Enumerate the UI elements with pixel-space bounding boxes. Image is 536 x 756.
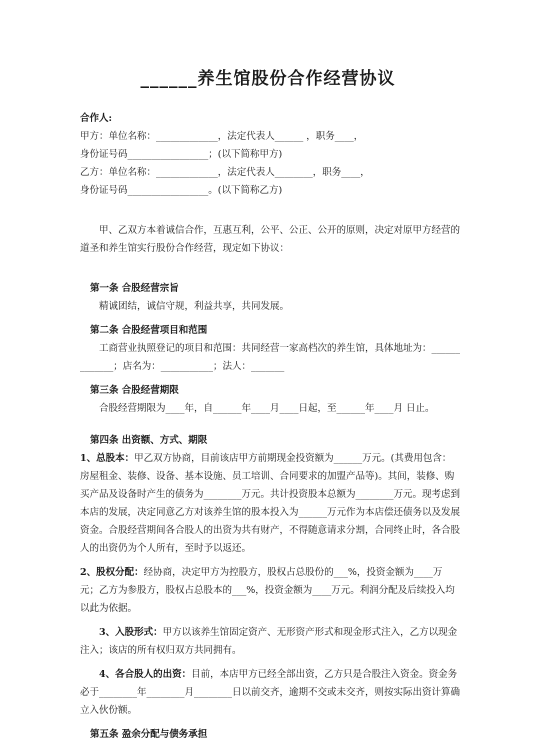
- article-4-clause-4: [80, 666, 460, 720]
- party-b-line-1: 乙方：单位名称：_____________，法定代表人________，职务____，: [80, 167, 370, 178]
- clause-1-label: 1、总股本：: [80, 453, 135, 464]
- clause-4-label: 4、各合股人的出资：: [99, 669, 192, 680]
- article-4-clause-3: [80, 624, 460, 660]
- clause-3-text: 甲方以该养生馆固定资产、无形资产形式和现金形式注入，乙方以现金注入；该店的所有权归双方共同拥有。: [80, 627, 458, 656]
- article-3-heading: 第三条 合股经营期限: [90, 385, 179, 396]
- article-2-text: 工商营业执照登记的项目和范围：共同经营一家高档次的养生馆，具体地址为：_____________；店名为：___________；法人：_______: [80, 343, 461, 372]
- document-title: ______养生馆股份合作经营协议: [140, 69, 396, 89]
- clause-2-label: 2、股权分配：: [80, 567, 144, 578]
- clause-4-text: 目前，本店甲方已经全部出资，乙方只是合股注入资金。资金务必于________年________月________日以前交齐，逾期不交或未交齐，则按实际出资计算确立入伙份额。: [80, 669, 461, 716]
- article-4-heading: 第四条 出资额、方式、期限: [90, 435, 208, 446]
- article-1-text: 精诚团结，诚信守规，利益共享，共同发展。: [99, 301, 290, 312]
- party-a-line-1: 甲方：单位名称：_____________，法定代表人______ ，职务____，: [80, 131, 364, 142]
- clause-2-text: 经协商，决定甲方为控股方，股权占总股份的___%，投资金额为____万元；乙方为参股方，股权占总股本的___%，投资金额为____万元。利润分配及后续投入均以此为依据。: [80, 567, 455, 614]
- clause-1-text: 甲乙双方协商，目前该店甲方前期现金投资额为______万元。(其费用包含：房屋租金、装修、设备、基本设施、员工培训、合同要求的加盟产品等)。其间，装修、购买产品及设备时产生的债务为________万元。共计投资股本总额为________万元。现考虑到本店的发展，决定同意乙方对该养生馆的股本投入为______万元作为本店偿还债务以及发展资金。合股经营期间各合股人的出资为共有财产，不得随意请求分割，合同终止时，各合股人的出资仍为个人所有，至时予以返还。: [80, 453, 461, 554]
- clause-3-label: 3、入股形式：: [99, 627, 163, 638]
- article-4-clause-2: [80, 564, 460, 618]
- party-a-line-2: 身份证号码_________________；(以下简称甲方): [80, 149, 283, 160]
- document-body: [80, 110, 460, 744]
- article-4-clause-1: [80, 450, 460, 558]
- preamble-paragraph: 甲、乙双方本着诚信合作，互惠互利，公平、公正、公开的原则，决定对原甲方经营的道圣和养生馆实行股份合作经营，现定如下协议：: [80, 225, 461, 254]
- article-3-text: 合股经营期限为____年，自______年____月____日起，至______年____月 日止。: [99, 403, 435, 414]
- article-1-heading: 第一条 合股经营宗旨: [90, 283, 179, 294]
- parties-header: 合作人:: [80, 113, 113, 124]
- article-5-heading: 第五条 盈余分配与债务承担: [90, 729, 208, 740]
- article-2-heading: 第二条 合股经营项目和范围: [90, 325, 208, 336]
- party-b-line-2: 身份证号码_________________。(以下简称乙方): [80, 185, 283, 196]
